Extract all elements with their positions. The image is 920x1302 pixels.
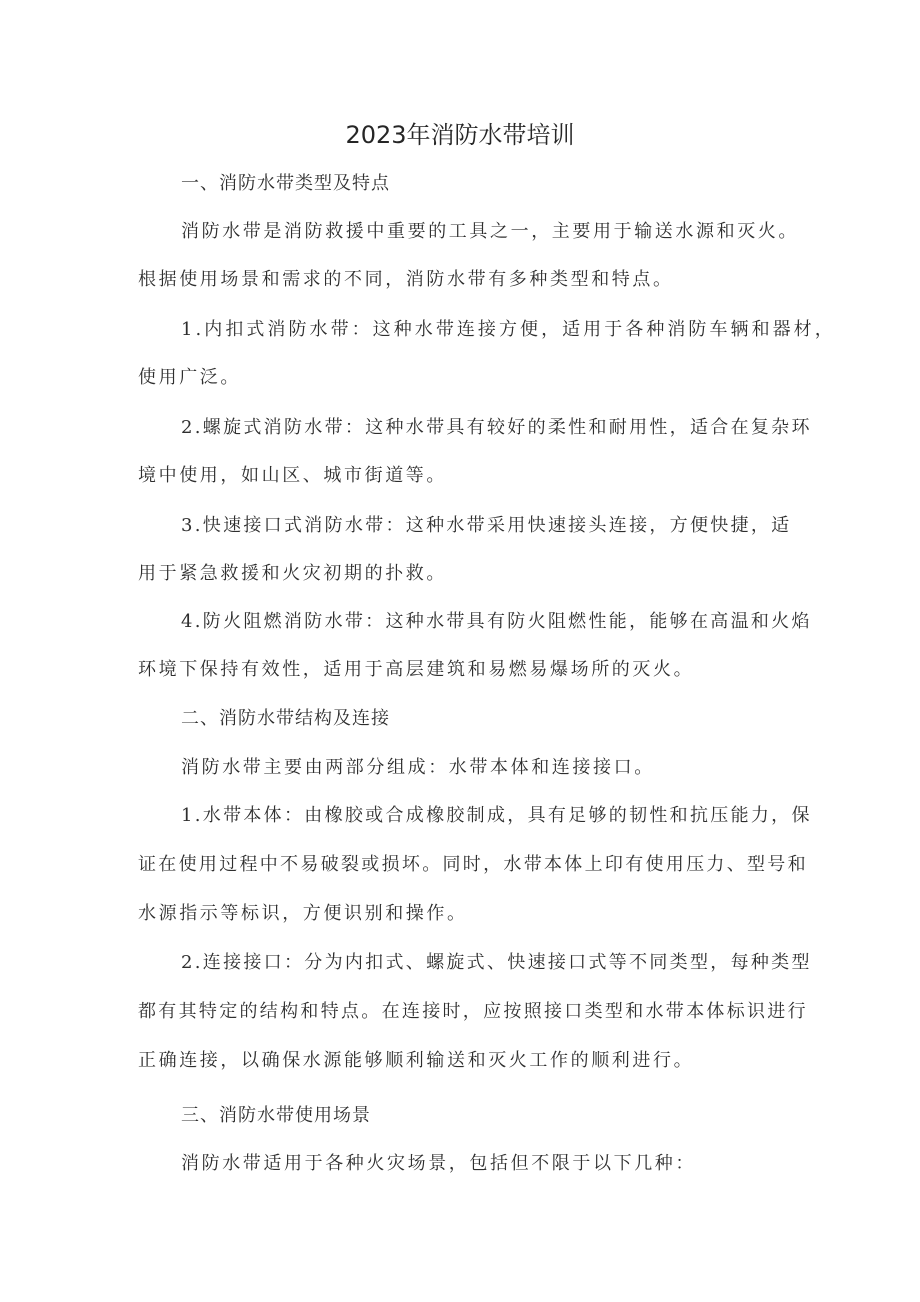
list-item-line: 4.防火阻燃消防水带：这种水带具有防火阻燃性能，能够在高温和火焰 (181, 611, 812, 632)
document-title: 2023年消防水带培训 (345, 121, 575, 149)
list-item-line: 1.内扣式消防水带：这种水带连接方便，适用于各种消防车辆和器材， (181, 319, 836, 340)
paragraph-line: 消防水带适用于各种火灾场景，包括但不限于以下几种： (181, 1153, 696, 1174)
list-item-line: 使用广泛。 (138, 367, 241, 388)
section-heading-2: 二、消防水带结构及连接 (181, 708, 390, 729)
list-item-line: 境中使用，如山区、城市街道等。 (138, 465, 447, 486)
list-item-line: 2.连接接口：分为内扣式、螺旋式、快速接口式等不同类型，每种类型 (181, 952, 812, 973)
list-item-line: 环境下保持有效性，适用于高层建筑和易燃易爆场所的灭火。 (138, 659, 695, 680)
section-heading-1: 一、消防水带类型及特点 (181, 173, 390, 194)
list-item-line: 都有其特定的结构和特点。在连接时，应按照接口类型和水带本体标识进行 (138, 1001, 808, 1022)
section-heading-3: 三、消防水带使用场景 (181, 1105, 371, 1126)
list-item-line: 用于紧急救援和火灾初期的扑救。 (138, 563, 447, 584)
list-item-line: 2.螺旋式消防水带：这种水带具有较好的柔性和耐用性，适合在复杂环 (181, 417, 812, 438)
list-item-line: 1.水带本体：由橡胶或合成橡胶制成，具有足够的韧性和抗压能力，保 (181, 805, 812, 826)
paragraph-line: 消防水带是消防救援中重要的工具之一，主要用于输送水源和灭火。 (181, 221, 799, 242)
list-item-line: 正确连接，以确保水源能够顺利输送和灭火工作的顺利进行。 (138, 1050, 695, 1071)
list-item-line: 3.快速接口式消防水带：这种水带采用快速接头连接，方便快捷，适 (181, 515, 792, 536)
paragraph-line: 根据使用场景和需求的不同，消防水带有多种类型和特点。 (138, 269, 674, 290)
list-item-line: 证在使用过程中不易破裂或损坏。同时，水带本体上印有使用压力、型号和 (138, 854, 808, 875)
list-item-line: 水源指示等标识，方便识别和操作。 (138, 903, 468, 924)
paragraph-line: 消防水带主要由两部分组成：水带本体和连接接口。 (181, 757, 655, 778)
